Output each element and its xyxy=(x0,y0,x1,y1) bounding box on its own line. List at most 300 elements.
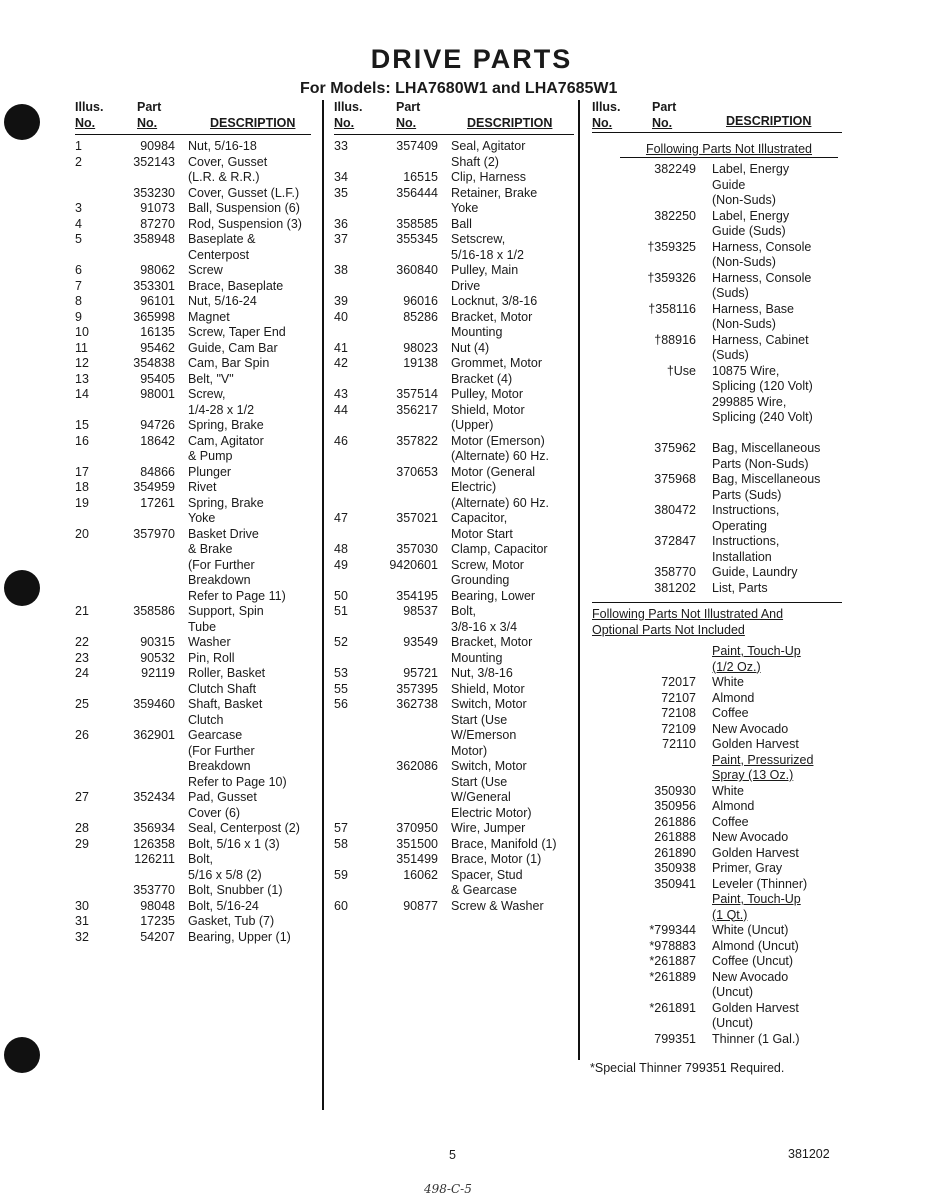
illus-number: 1 xyxy=(75,139,82,153)
part-number: 357395 xyxy=(396,681,438,696)
part-row xyxy=(592,753,842,769)
part-number: 350941 xyxy=(654,876,696,891)
part-description: Leveler (Thinner) xyxy=(712,876,808,891)
illus-number: 49 xyxy=(334,557,348,572)
part-row xyxy=(334,821,574,837)
part-row xyxy=(75,310,311,326)
illus-number: 27 xyxy=(75,790,89,804)
part-description: Instructions, Installation xyxy=(712,534,780,564)
part-row xyxy=(75,155,311,186)
part-description: Spring, Brake Yoke xyxy=(188,495,264,525)
part-row xyxy=(592,472,842,503)
part-row xyxy=(75,341,311,357)
part-row xyxy=(334,589,574,605)
part-row xyxy=(592,939,842,955)
part-description: Pulley, Motor xyxy=(451,387,524,401)
part-number: 93549 xyxy=(403,635,438,649)
part-row xyxy=(334,868,574,899)
part-number: 357030 xyxy=(396,542,438,556)
part-row xyxy=(592,271,842,302)
part-description: Bracket, Motor Mounting xyxy=(451,635,533,665)
part-label: Part xyxy=(137,100,162,114)
illus-number: 46 xyxy=(334,433,348,448)
part-row xyxy=(592,892,842,908)
part-number: 370653 xyxy=(396,464,438,479)
part-row xyxy=(75,728,311,790)
part-row xyxy=(75,294,311,310)
part-number: 98001 xyxy=(140,387,175,401)
part-number: 362738 xyxy=(396,697,438,711)
part-row xyxy=(75,325,311,341)
part-row xyxy=(592,660,842,676)
part-number: 92119 xyxy=(141,666,175,680)
part-number: 16135 xyxy=(140,325,175,339)
part-description: Guide, Cam Bar xyxy=(188,340,278,355)
part-description: Paint, Touch-Up xyxy=(712,892,801,906)
part-description: Bolt, 5/16 x 1 (3) xyxy=(188,836,280,851)
no-label: No. xyxy=(592,116,613,130)
part-description: Nut (4) xyxy=(451,340,490,355)
no-label: No. xyxy=(334,116,355,130)
part-number: 96016 xyxy=(403,294,438,308)
illus-number: 7 xyxy=(75,278,82,293)
part-number: 90532 xyxy=(140,650,175,665)
illus-number: 24 xyxy=(75,666,89,680)
part-description: List, Parts xyxy=(712,580,768,595)
part-number: 91073 xyxy=(140,201,175,215)
illus-number: 51 xyxy=(334,604,348,618)
part-number: 357514 xyxy=(396,387,438,401)
part-row xyxy=(334,682,574,698)
part-row xyxy=(75,139,311,155)
illus-number: 11 xyxy=(75,340,88,355)
part-number: 350938 xyxy=(654,861,696,875)
part-number: 358948 xyxy=(133,232,175,246)
part-number: 352143 xyxy=(133,154,175,169)
part-description: Screw xyxy=(188,263,223,277)
part-row xyxy=(75,356,311,372)
part-description: Screw, 1/4-28 x 1/2 xyxy=(188,387,255,417)
part-description: Brace, Baseplate xyxy=(188,278,284,293)
part-description: Bag, Miscellaneous Parts (Suds) xyxy=(712,472,821,502)
part-row xyxy=(592,877,842,893)
illus-number: 38 xyxy=(334,263,348,277)
illus-number: 28 xyxy=(75,821,89,835)
illus-number: 18 xyxy=(75,480,89,494)
illus-number: 57 xyxy=(334,821,348,835)
illus-number: 43 xyxy=(334,387,348,401)
part-row xyxy=(592,691,842,707)
part-description: Harness, Base (Non-Suds) xyxy=(712,301,794,331)
part-row xyxy=(334,899,574,915)
part-row xyxy=(334,666,574,682)
illus-number: 13 xyxy=(75,371,89,386)
part-row xyxy=(592,815,842,831)
part-number: 382250 xyxy=(654,208,696,223)
part-description: Capacitor, Motor Start xyxy=(451,511,513,541)
part-description: Gasket, Tub (7) xyxy=(188,914,275,928)
illus-number: 55 xyxy=(334,681,348,696)
part-number: 357409 xyxy=(396,139,438,153)
part-description: Screw & Washer xyxy=(451,898,544,913)
part-number: †358116 xyxy=(648,301,696,316)
part-number: †359326 xyxy=(647,270,696,285)
part-number: 356217 xyxy=(396,402,438,417)
part-description: Motor (General Electric) (Alternate) 60 Hz. xyxy=(451,464,549,510)
part-description: Golden Harvest (Uncut) xyxy=(712,1000,799,1030)
part-description: Support, Spin Tube xyxy=(188,604,264,634)
part-number: *978883 xyxy=(649,938,696,953)
part-description: Gearcase (For Further Breakdown Refer to Page 10) xyxy=(188,728,287,789)
page-title: DRIVE PARTS xyxy=(370,44,573,74)
part-row xyxy=(592,737,842,753)
illus-number: 47 xyxy=(334,511,348,525)
section-optional-heading: Following Parts Not Illustrated And Optional Parts Not Included xyxy=(592,607,784,637)
part-description: Almond (Uncut) xyxy=(712,938,799,953)
part-number: 381202 xyxy=(654,580,696,595)
part-row xyxy=(592,799,842,815)
illus-label: Illus. xyxy=(334,100,363,114)
part-number: 9420601 xyxy=(389,557,438,572)
part-number: 90984 xyxy=(140,139,175,153)
models-subtitle: For Models: LHA7680W1 and LHA7685W1 xyxy=(300,80,618,97)
part-row xyxy=(75,790,311,821)
part-row xyxy=(592,706,842,722)
illus-number: 52 xyxy=(334,635,348,649)
illus-number: 44 xyxy=(334,402,348,417)
part-row xyxy=(592,209,842,240)
parts-column-2 xyxy=(334,100,574,914)
part-description: Almond xyxy=(712,799,755,813)
part-number: 16515 xyxy=(403,170,438,184)
part-number: 353770 xyxy=(133,883,175,897)
part-description: Motor (Emerson) (Alternate) 60 Hz. xyxy=(451,433,549,463)
part-description: Switch, Motor Start (Use W/Emerson Motor) xyxy=(451,697,527,758)
part-number: 90315 xyxy=(140,635,175,649)
illus-number: 31 xyxy=(75,914,89,928)
part-number: *261891 xyxy=(649,1000,696,1015)
section-not-illustrated-heading: Following Parts Not Illustrated xyxy=(620,141,838,158)
part-row xyxy=(334,465,574,512)
no-label: No. xyxy=(396,116,417,130)
part-row xyxy=(75,496,311,527)
part-description: Bag, Miscellaneous Parts (Non-Suds) xyxy=(712,441,821,471)
illus-number: 60 xyxy=(334,898,348,913)
part-description: Switch, Motor Start (Use W/General Electric Motor) xyxy=(451,759,532,820)
illus-number: 25 xyxy=(75,697,89,711)
part-row xyxy=(75,821,311,837)
illus-number: 6 xyxy=(75,263,82,277)
part-number: 354195 xyxy=(396,588,438,603)
part-description: Bolt, Snubber (1) xyxy=(188,883,283,897)
part-description xyxy=(712,426,842,442)
part-row xyxy=(592,784,842,800)
binder-hole-2 xyxy=(4,570,40,606)
illus-number: 16 xyxy=(75,433,89,448)
part-number: 372847 xyxy=(654,534,696,548)
part-description: Bolt, 3/8-16 x 3/4 xyxy=(451,604,518,634)
part-number: 370950 xyxy=(396,821,438,835)
illus-number: 40 xyxy=(334,309,348,324)
part-row xyxy=(592,644,842,660)
part-row xyxy=(75,201,311,217)
illus-label: Illus. xyxy=(592,100,621,114)
part-description: Setscrew, 5/16-18 x 1/2 xyxy=(451,232,524,262)
part-row xyxy=(592,503,842,534)
part-description: Ball, Suspension (6) xyxy=(188,201,300,215)
part-number: 350956 xyxy=(654,799,696,813)
part-row xyxy=(334,387,574,403)
part-description: Spray (13 Oz.) xyxy=(712,768,794,782)
illus-number: 39 xyxy=(334,294,348,308)
part-row xyxy=(75,480,311,496)
part-row xyxy=(75,263,311,279)
part-row xyxy=(592,302,842,333)
part-number: 98023 xyxy=(403,340,438,355)
illus-number: 29 xyxy=(75,836,89,851)
part-number: 96101 xyxy=(140,294,175,308)
part-number: 72109 xyxy=(661,721,696,736)
part-description: White xyxy=(712,783,744,798)
part-row xyxy=(75,232,311,263)
illus-number: 23 xyxy=(75,650,89,665)
part-description: Basket Drive & Brake (For Further Breakdown Refer to Page 11) xyxy=(188,526,286,603)
part-number: 365998 xyxy=(133,309,175,324)
part-number: 354838 xyxy=(133,356,175,370)
part-description: Thinner (1 Gal.) xyxy=(712,1031,800,1046)
part-row xyxy=(592,861,842,877)
part-description: New Avocado xyxy=(712,830,789,844)
part-description: Pulley, Main Drive xyxy=(451,263,519,293)
part-number: 358586 xyxy=(133,604,175,618)
part-row xyxy=(334,604,574,635)
part-row xyxy=(75,418,311,434)
part-row xyxy=(334,170,574,186)
part-row xyxy=(75,186,311,202)
no-label: No. xyxy=(137,116,158,130)
part-number: 98062 xyxy=(140,263,175,277)
part-number: *261887 xyxy=(649,954,696,968)
part-row xyxy=(75,434,311,465)
part-number: 95405 xyxy=(140,371,175,386)
description-label: DESCRIPTION xyxy=(726,114,812,128)
part-row xyxy=(592,675,842,691)
part-number: 17235 xyxy=(140,914,175,928)
part-description: (1 Qt.) xyxy=(712,907,748,922)
part-row xyxy=(592,846,842,862)
part-row xyxy=(592,565,842,581)
part-description: Pin, Roll xyxy=(188,650,235,665)
part-description: Cam, Agitator & Pump xyxy=(188,433,264,463)
part-row xyxy=(75,883,311,899)
column-header xyxy=(75,100,311,135)
illus-number: 15 xyxy=(75,418,89,432)
part-description: White (Uncut) xyxy=(712,923,789,937)
part-row xyxy=(334,542,574,558)
column-divider-1 xyxy=(322,100,324,1110)
part-row xyxy=(592,581,842,597)
illus-label: Illus. xyxy=(75,100,104,114)
part-description: Grommet, Motor Bracket (4) xyxy=(451,356,542,386)
part-description: Label, Energy Guide (Suds) xyxy=(712,208,790,238)
illus-number: 41 xyxy=(334,340,348,355)
part-number: 352434 xyxy=(133,790,175,804)
part-description: Magnet xyxy=(188,309,230,324)
part-label: Part xyxy=(396,100,421,114)
part-row xyxy=(334,434,574,465)
illus-number: 33 xyxy=(334,139,348,153)
part-number: 261888 xyxy=(654,830,696,844)
part-number: *799344 xyxy=(649,923,696,937)
part-description: Screw, Taper End xyxy=(188,325,286,339)
part-row xyxy=(334,341,574,357)
illus-number: 50 xyxy=(334,588,348,603)
illus-number: 14 xyxy=(75,387,89,401)
part-row xyxy=(75,837,311,853)
part-description: Roller, Basket Clutch Shaft xyxy=(188,666,266,696)
illus-number: 21 xyxy=(75,604,89,618)
part-description: Coffee xyxy=(712,814,749,829)
part-number: 357021 xyxy=(396,511,438,525)
part-row xyxy=(334,759,574,821)
part-description: Instructions, Operating xyxy=(712,503,780,533)
part-number: 356934 xyxy=(133,821,175,835)
part-description: Ball xyxy=(451,216,472,231)
part-number: 72107 xyxy=(661,690,696,705)
illus-number: 22 xyxy=(75,635,89,649)
part-row xyxy=(75,217,311,233)
part-number: 126211 xyxy=(134,852,175,866)
part-number: 380472 xyxy=(654,503,696,517)
part-number: 799351 xyxy=(654,1031,696,1046)
illus-number: 30 xyxy=(75,898,89,913)
part-number: 16062 xyxy=(403,867,438,882)
part-description: Plunger xyxy=(188,464,232,479)
illus-number: 5 xyxy=(75,232,82,246)
part-description: Coffee xyxy=(712,706,749,720)
part-row xyxy=(334,139,574,170)
part-row xyxy=(75,604,311,635)
part-row xyxy=(75,465,311,481)
description-label: DESCRIPTION xyxy=(210,116,296,130)
part-number: 382249 xyxy=(654,162,696,176)
no-label: No. xyxy=(652,116,673,130)
column-header xyxy=(592,100,842,133)
part-number: †359325 xyxy=(647,239,696,254)
part-description: Brace, Manifold (1) xyxy=(451,836,557,851)
part-description: Bolt, 5/16-24 xyxy=(188,898,259,913)
part-row xyxy=(334,403,574,434)
part-row xyxy=(334,558,574,589)
part-row xyxy=(592,954,842,970)
part-description: Rivet xyxy=(188,480,217,494)
part-row xyxy=(334,217,574,233)
part-description: New Avocado xyxy=(712,721,789,736)
part-number: 362901 xyxy=(133,728,175,742)
part-description: 10875 Wire, Splicing (120 Volt) 299885 Wire, Splicing (240 Volt) xyxy=(712,363,813,424)
illus-number: 42 xyxy=(334,356,348,370)
illus-number: 34 xyxy=(334,170,348,184)
part-number: 357970 xyxy=(133,526,175,541)
part-description: Bolt, 5/16 x 5/8 (2) xyxy=(188,852,262,882)
part-row xyxy=(334,294,574,310)
illus-number: 58 xyxy=(334,836,348,851)
parts-column-3 xyxy=(592,100,842,1075)
part-row xyxy=(75,651,311,667)
part-number: 356444 xyxy=(396,185,438,200)
part-row xyxy=(334,356,574,387)
document-number: 381202 xyxy=(788,1147,830,1161)
illus-number: 17 xyxy=(75,464,89,479)
part-description: Harness, Cabinet (Suds) xyxy=(712,332,809,362)
illus-number: 9 xyxy=(75,309,82,324)
part-number: 95462 xyxy=(140,340,175,355)
part-description: Shield, Motor (Upper) xyxy=(451,402,525,432)
part-number: 19138 xyxy=(403,356,438,370)
part-description: Clip, Harness xyxy=(451,170,527,184)
part-description: Shaft, Basket Clutch xyxy=(188,697,263,727)
part-number: †88916 xyxy=(654,332,696,347)
part-description: Washer xyxy=(188,635,231,649)
page-number: 5 xyxy=(449,1148,456,1162)
part-number: 98048 xyxy=(140,898,175,913)
part-description: Spacer, Stud & Gearcase xyxy=(451,867,523,897)
part-number: 72110 xyxy=(662,737,696,751)
part-row xyxy=(592,768,842,784)
part-number: 351499 xyxy=(396,852,438,866)
part-number: 90877 xyxy=(403,898,438,913)
part-description: Bracket, Motor Mounting xyxy=(451,309,533,339)
part-number: 350930 xyxy=(654,783,696,798)
illus-number: 3 xyxy=(75,201,82,215)
no-label: No. xyxy=(75,116,96,130)
part-row xyxy=(75,899,311,915)
part-description: Belt, "V" xyxy=(188,371,234,386)
part-description: Nut, 3/8-16 xyxy=(451,666,513,680)
part-row xyxy=(334,310,574,341)
part-number: 98537 xyxy=(403,604,438,618)
part-number: 354959 xyxy=(133,480,175,494)
part-row xyxy=(592,534,842,565)
parts-column-1 xyxy=(75,100,311,945)
part-row xyxy=(75,852,311,883)
illus-number: 10 xyxy=(75,325,89,339)
part-row xyxy=(334,635,574,666)
part-number: 358770 xyxy=(654,565,696,579)
part-description: Clamp, Capacitor xyxy=(451,542,548,556)
part-row xyxy=(75,666,311,697)
part-number: 359460 xyxy=(133,697,175,711)
part-description: Coffee (Uncut) xyxy=(712,954,794,968)
part-number: 375962 xyxy=(654,441,696,455)
part-row xyxy=(75,372,311,388)
part-row xyxy=(334,837,574,853)
part-number: 353230 xyxy=(133,185,175,200)
part-number: 375968 xyxy=(654,472,696,486)
part-description: Bearing, Upper (1) xyxy=(188,929,291,944)
description-label: DESCRIPTION xyxy=(467,116,553,130)
part-description: Cover, Gusset (L.R. & R.R.) xyxy=(188,154,268,184)
part-description: Shield, Motor xyxy=(451,681,525,696)
part-description: Paint, Pressurized xyxy=(712,752,814,767)
part-description: Paint, Touch-Up xyxy=(712,644,801,658)
part-description: Wire, Jumper xyxy=(451,821,526,835)
part-number: 261886 xyxy=(654,814,696,829)
footnote: *Special Thinner 799351 Required. xyxy=(590,1061,785,1075)
part-number: 17261 xyxy=(140,495,175,510)
handwritten-note: 498-C-5 xyxy=(424,1182,472,1196)
part-description: Cover, Gusset (L.F.) xyxy=(188,185,300,200)
